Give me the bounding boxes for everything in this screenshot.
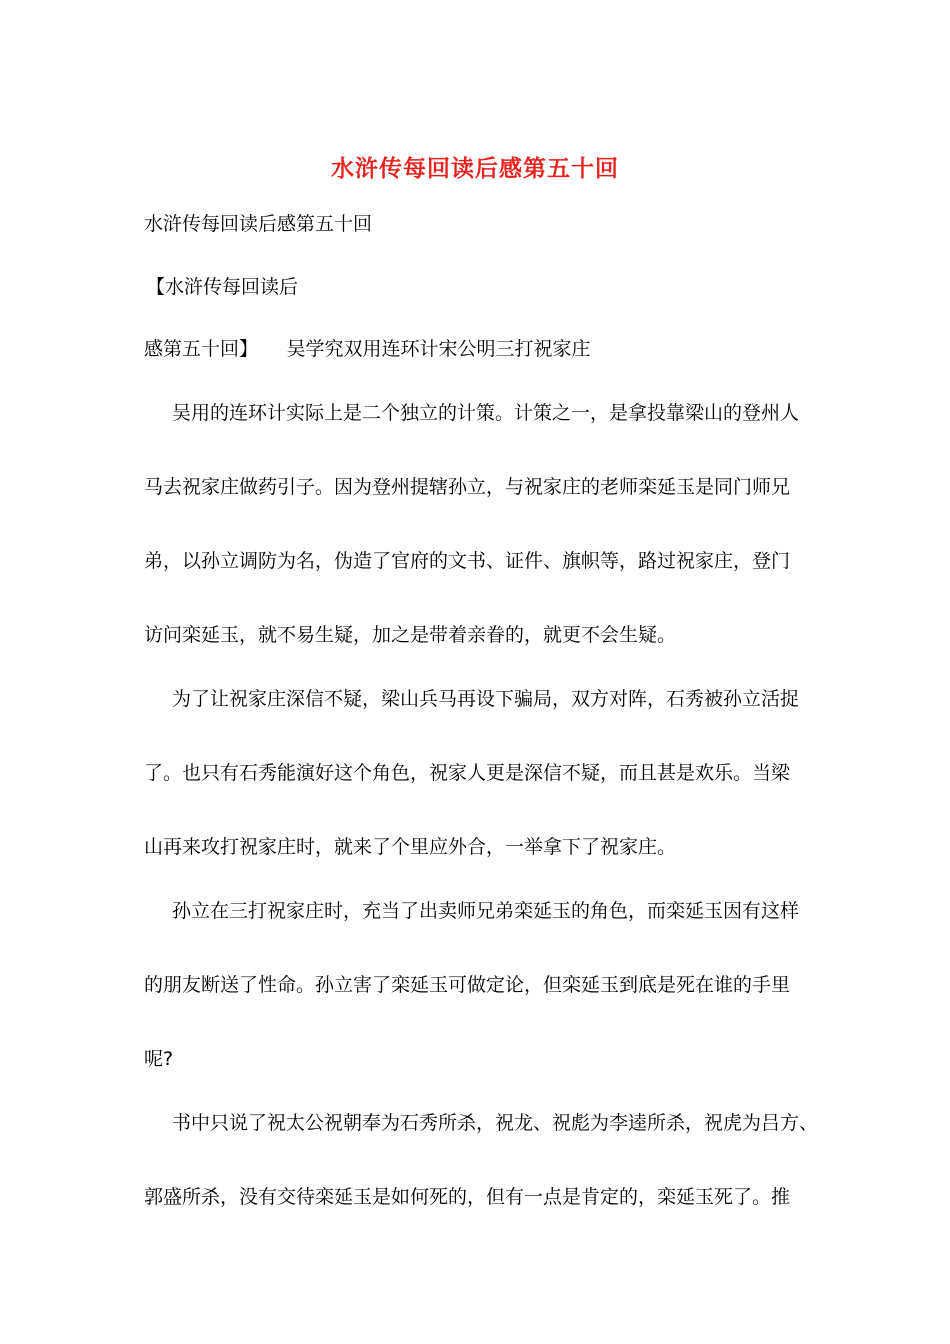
- paragraph-line: 山再来攻打祝家庄时，就来了个里应外合，一举拿下了祝家庄。: [144, 836, 677, 858]
- paragraph-line: 吴用的连环计实际上是二个独立的计策。计策之一，是拿投靠梁山的登州人: [172, 402, 800, 424]
- paragraph-line: 的朋友断送了性命。孙立害了栾延玉可做定论，但栾延玉到底是死在谁的手里: [144, 974, 791, 996]
- document-subtitle: 水浒传每回读后感第五十回: [144, 213, 373, 235]
- paragraph-line: 郭盛所杀，没有交待栾延玉是如何死的，但有一点是肯定的，栾延玉死了。推: [144, 1186, 791, 1208]
- paragraph-line: 孙立在三打祝家庄时，充当了出卖师兄弟栾延玉的角色，而栾延玉因有这样: [172, 900, 800, 922]
- paragraph-line: 访问栾延玉，就不易生疑，加之是带着亲眷的，就更不会生疑。: [144, 624, 677, 646]
- header-line: 感第五十回】 吴学究双用连环计宋公明三打祝家庄: [144, 338, 591, 360]
- paragraph-line: 弟，以孙立调防为名，伪造了官府的文书、证件、旗帜等，路过祝家庄，登门: [144, 550, 791, 572]
- paragraph-line: 了。也只有石秀能演好这个角色，祝家人更是深信不疑，而且甚是欢乐。当梁: [144, 762, 791, 784]
- paragraph-line: 马去祝家庄做药引子。因为登州提辖孙立，与祝家庄的老师栾延玉是同门师兄: [144, 476, 791, 498]
- document-title: 水浒传每回读后感第五十回: [331, 156, 619, 182]
- header-line: 【水浒传每回读后: [146, 276, 299, 298]
- paragraph-line: 为了让祝家庄深信不疑，梁山兵马再设下骗局，双方对阵，石秀被孙立活捉: [172, 688, 800, 710]
- paragraph-line: 书中只说了祝太公祝朝奉为石秀所杀，祝龙、祝彪为李逵所杀，祝虎为吕方、: [172, 1112, 819, 1134]
- paragraph-line: 呢?: [144, 1048, 174, 1070]
